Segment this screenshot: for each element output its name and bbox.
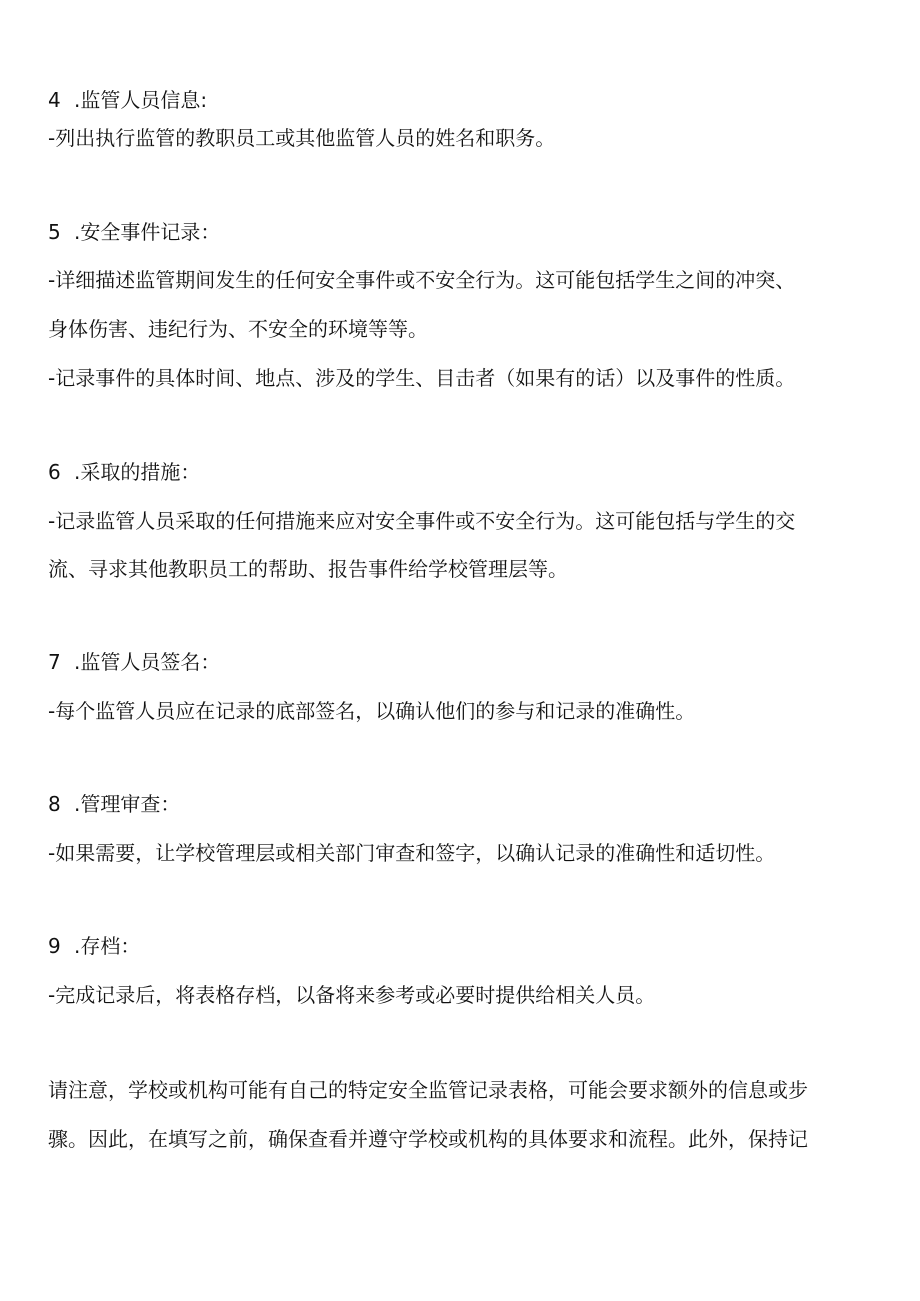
section-title: .存档：	[74, 934, 141, 958]
section-4-line-1: -列出执行监管的教职员工或其他监管人员的姓名和职务。	[48, 126, 556, 150]
section-6-line-1: -记录监管人员采取的任何措施来应对安全事件或不安全行为。这可能包括与学生的交	[48, 509, 796, 533]
note-line-1: 请注意，学校或机构可能有自己的特定安全监管记录表格，可能会要求额外的信息或步	[48, 1078, 808, 1102]
section-title: .监管人员签名：	[74, 650, 221, 674]
section-title: .监管人员信息:	[74, 88, 208, 112]
section-5-line-1: -详细描述监管期间发生的任何安全事件或不安全行为。这可能包括学生之间的冲突、	[48, 268, 796, 292]
section-number: 4	[48, 88, 61, 112]
section-6-line-2: 流、寻求其他教职员工的帮助、报告事件给学校管理层等。	[48, 557, 568, 581]
section-number: 5	[48, 220, 61, 244]
section-4-heading	[48, 86, 878, 114]
section-title: .安全事件记录：	[74, 220, 221, 244]
section-number: 7	[48, 650, 61, 674]
section-title: .采取的措施：	[74, 460, 201, 484]
section-5-line-3: -记录事件的具体时间、地点、涉及的学生、目击者（如果有的话）以及事件的性质。	[48, 366, 796, 390]
section-title: .管理审查：	[74, 792, 181, 816]
section-7-heading	[48, 648, 878, 676]
section-5-heading	[48, 218, 878, 246]
section-9-heading	[48, 932, 878, 960]
section-number: 8	[48, 792, 61, 816]
section-8-heading	[48, 790, 878, 818]
section-number: 6	[48, 460, 61, 484]
section-5-line-2: 身体伤害、违纪行为、不安全的环境等等。	[48, 317, 428, 341]
section-number: 9	[48, 934, 61, 958]
note-line-2: 骤。因此，在填写之前，确保查看并遵守学校或机构的具体要求和流程。此外，保持记	[48, 1127, 808, 1151]
section-6-heading	[48, 458, 878, 486]
section-7-line-1: -每个监管人员应在记录的底部签名，以确认他们的参与和记录的准确性。	[48, 699, 696, 723]
section-9-line-1: -完成记录后，将表格存档，以备将来参考或必要时提供给相关人员。	[48, 983, 656, 1007]
section-8-line-1: -如果需要，让学校管理层或相关部门审查和签字，以确认记录的准确性和适切性。	[48, 841, 776, 865]
